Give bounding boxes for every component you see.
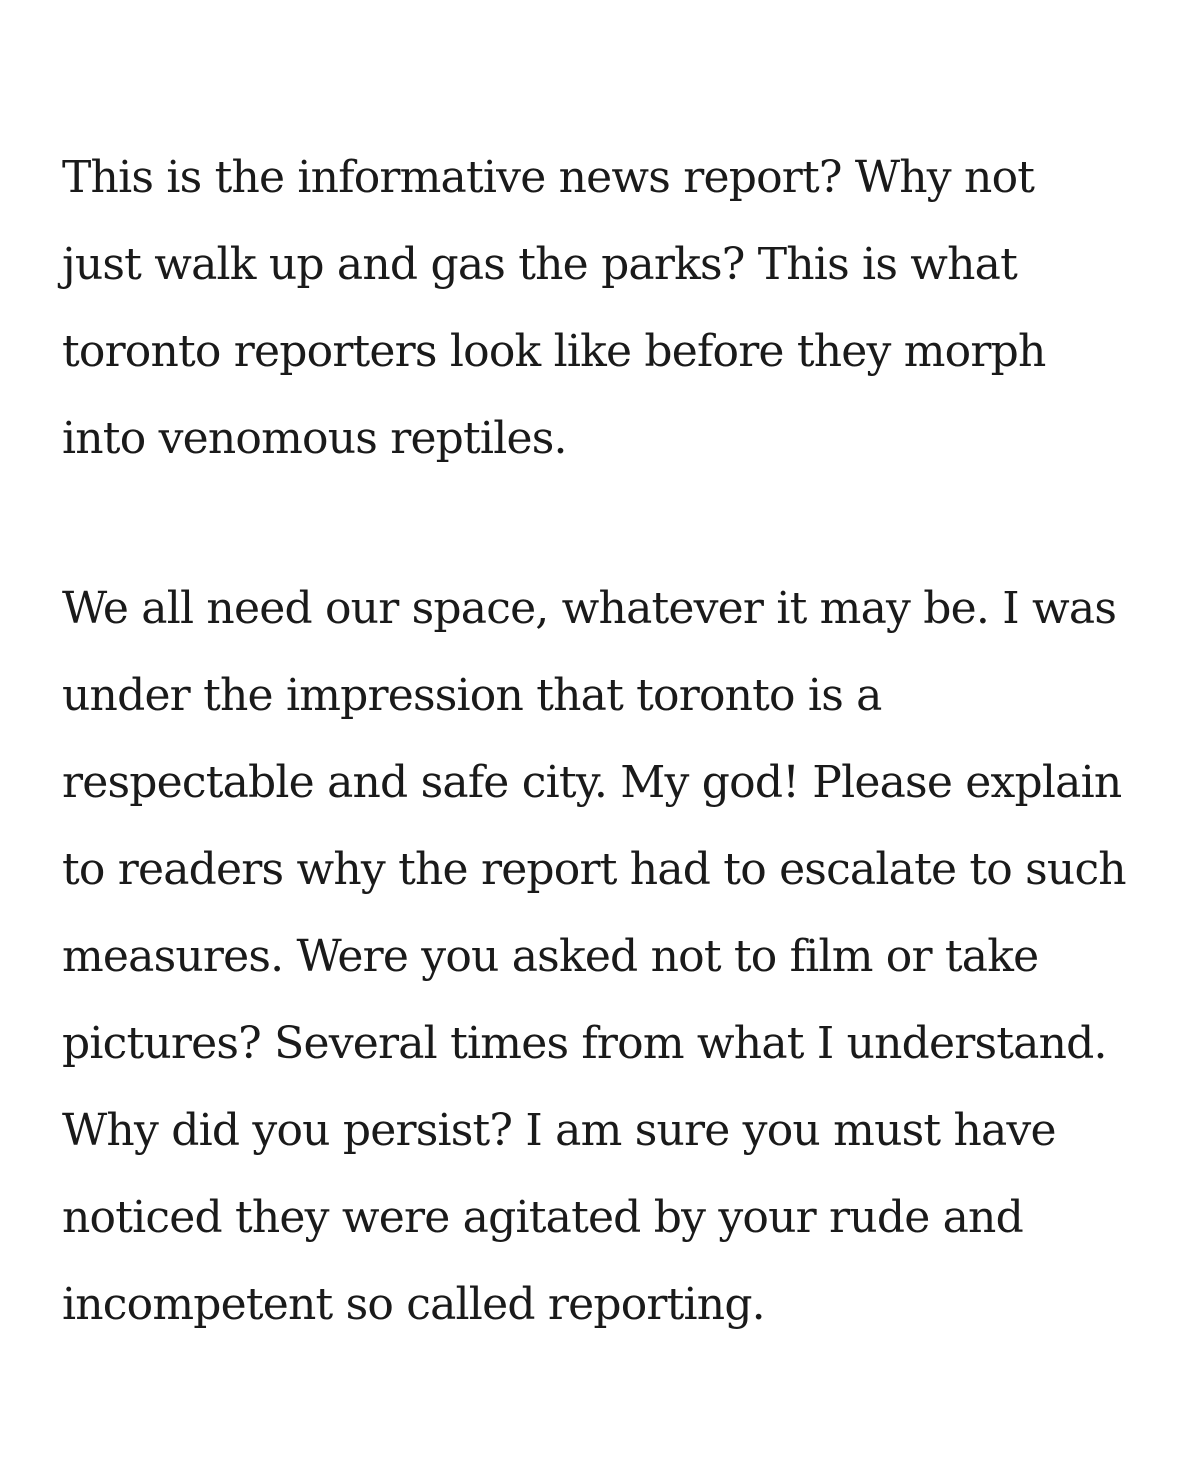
paragraph-1	[62, 134, 1162, 482]
paragraph-line: pictures? Several times from what I understand.	[62, 1018, 1107, 1069]
paragraph-line: to readers why the report had to escalate to such	[62, 844, 1126, 895]
paragraph-line: We all need our space, whatever it may be. I was	[62, 583, 1117, 634]
paragraph-line: just walk up and gas the parks? This is what	[62, 239, 1017, 290]
paragraph-2	[62, 565, 1162, 1348]
paragraph-line: respectable and safe city. My god! Please explain	[62, 757, 1122, 808]
paragraph-line: toronto reporters look like before they morph	[62, 326, 1046, 377]
paragraph-line: under the impression that toronto is a	[62, 670, 882, 721]
paragraph-line: noticed they were agitated by your rude and	[62, 1192, 1023, 1243]
paragraph-line: measures. Were you asked not to film or take	[62, 931, 1039, 982]
paragraph-line: Why did you persist? I am sure you must have	[62, 1105, 1056, 1156]
paragraph-line: incompetent so called reporting.	[62, 1279, 765, 1330]
paragraph-line: into venomous reptiles.	[62, 413, 567, 464]
paragraph-line: This is the informative news report? Why not	[62, 152, 1035, 203]
